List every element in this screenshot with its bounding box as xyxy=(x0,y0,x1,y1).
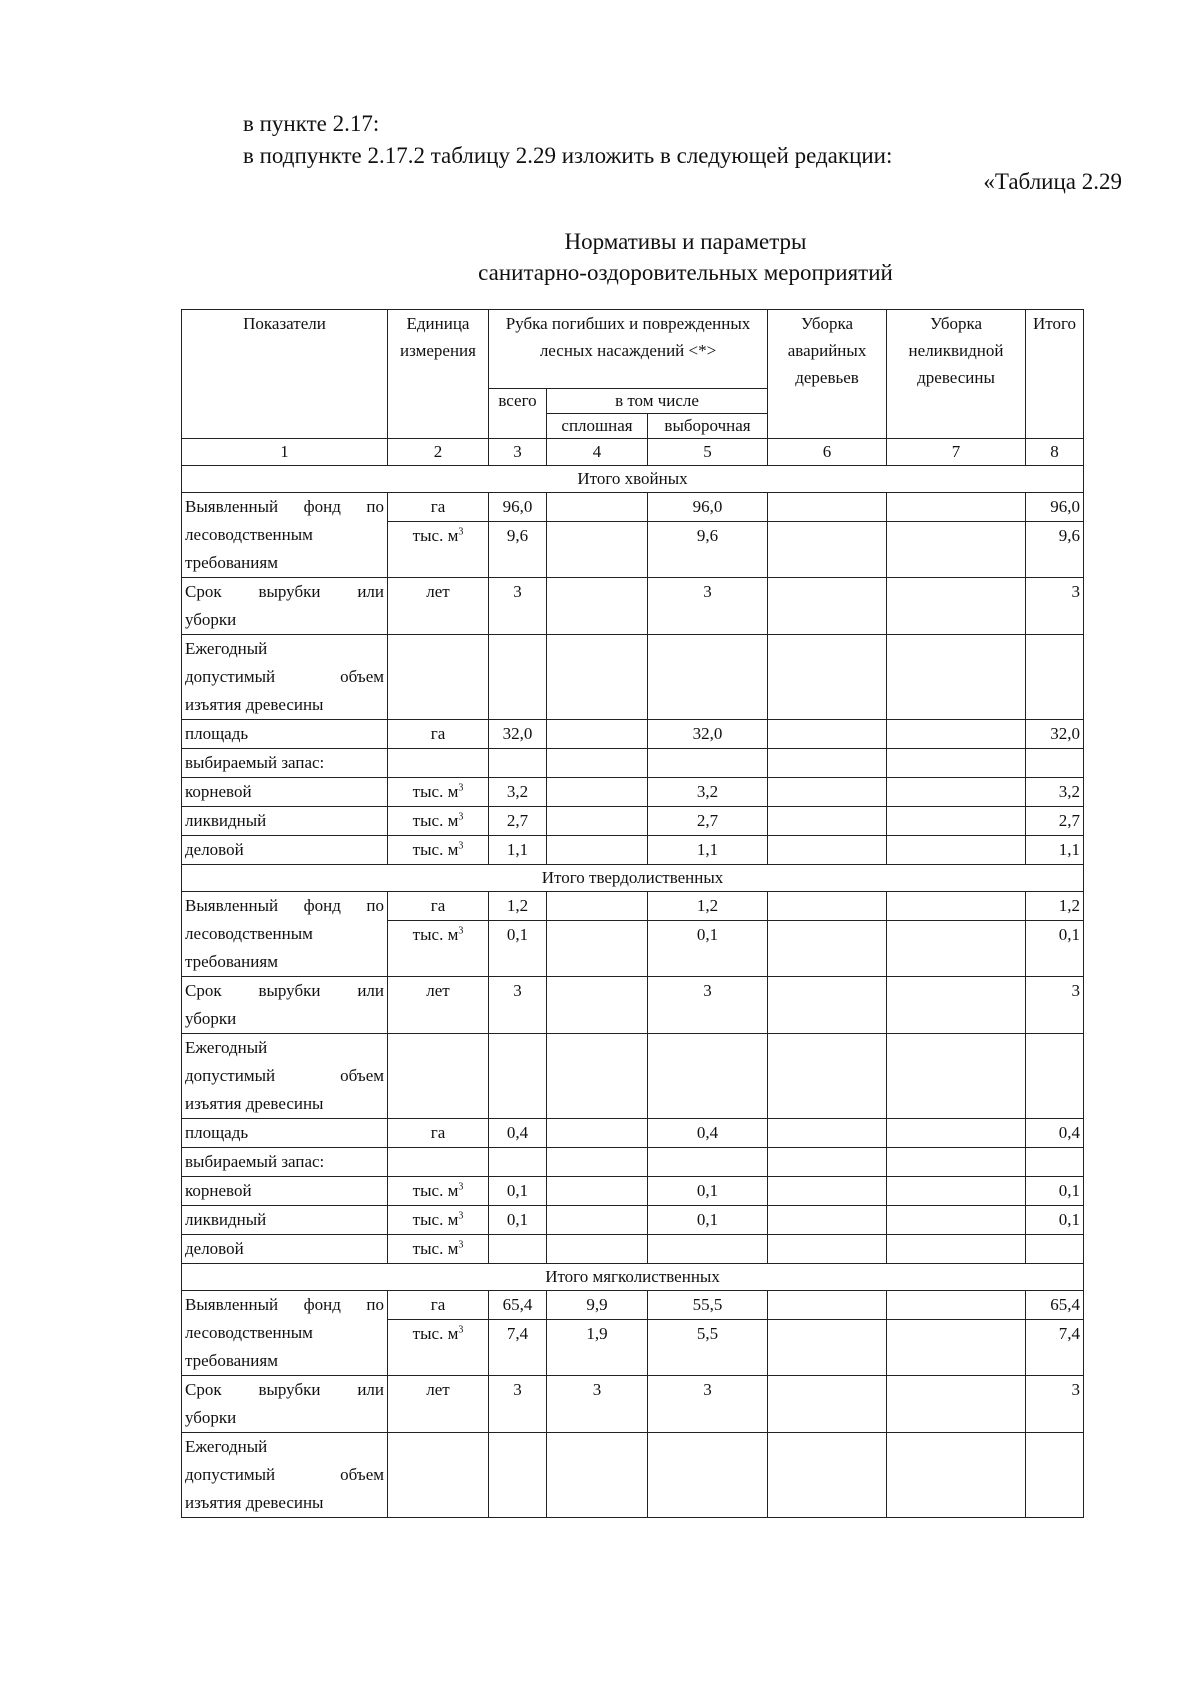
value-col-7 xyxy=(887,1148,1026,1177)
unit-thousand-m3 xyxy=(388,778,489,807)
indicator-root: корневой xyxy=(182,778,388,807)
term-line-2: уборки xyxy=(185,610,237,629)
value-col-6 xyxy=(768,1119,887,1148)
term-line-2: уборки xyxy=(185,1009,237,1028)
annual-line-1: Ежегодный xyxy=(185,639,268,658)
row-annual xyxy=(182,1433,1084,1518)
value-col-5: 0,1 xyxy=(648,1206,768,1235)
value-col-6 xyxy=(768,493,887,522)
norms-table xyxy=(181,309,1084,1518)
value-col-3: 3 xyxy=(489,1376,547,1433)
title-line-1: Нормативы и параметры xyxy=(564,229,807,254)
value-col-6 xyxy=(768,892,887,921)
unit-superscript: 3 xyxy=(458,782,464,794)
value-col-4: 9,9 xyxy=(547,1291,648,1320)
unit-years: лет xyxy=(388,1376,489,1433)
unit-thousand-m3 xyxy=(388,1177,489,1206)
annual-line-2 xyxy=(185,1062,384,1090)
header-selective: выборочная xyxy=(648,414,768,439)
value-col-3: 3 xyxy=(489,578,547,635)
indicator-root: корневой xyxy=(182,1177,388,1206)
unit-thousand-m3 xyxy=(388,807,489,836)
fund-line-1 xyxy=(185,892,384,920)
fund-word: фонд xyxy=(303,497,341,516)
unit-ha: га xyxy=(388,1291,489,1320)
annual-word: допустимый xyxy=(185,1465,276,1484)
value-col-7 xyxy=(887,635,1026,720)
row-root xyxy=(182,1177,1084,1206)
value-col-8 xyxy=(1026,1433,1084,1518)
row-fund-ha xyxy=(182,1291,1084,1320)
unit-text: тыс. м xyxy=(412,1181,459,1200)
value-col-4 xyxy=(547,778,648,807)
value-col-6 xyxy=(768,1320,887,1376)
value-col-5: 0,1 xyxy=(648,921,768,977)
unit-text: тыс. м xyxy=(412,782,459,801)
header-total-sub: всего xyxy=(489,389,547,439)
value-col-3: 0,1 xyxy=(489,1206,547,1235)
value-col-5 xyxy=(648,635,768,720)
row-fund-ha xyxy=(182,892,1084,921)
unit-thousand-m3 xyxy=(388,836,489,865)
value-col-7 xyxy=(887,522,1026,578)
unit-text: тыс. м xyxy=(412,811,459,830)
indicator-business: деловой xyxy=(182,1235,388,1264)
term-word: или xyxy=(357,981,384,1000)
value-col-7 xyxy=(887,1433,1026,1518)
value-col-7 xyxy=(887,1235,1026,1264)
unit-empty xyxy=(388,749,489,778)
annual-word: объем xyxy=(340,667,384,686)
unit-thousand-m3 xyxy=(388,1206,489,1235)
fund-line-2: лесоводственным xyxy=(185,525,313,544)
indicator-term xyxy=(182,1376,388,1433)
fund-word: Выявленный xyxy=(185,497,279,516)
header-nonliquid: Уборка неликвидной древесины xyxy=(887,310,1026,439)
column-numbers-row xyxy=(182,439,1084,466)
unit-superscript: 3 xyxy=(458,526,464,538)
indicator-annual xyxy=(182,635,388,720)
value-col-8 xyxy=(1026,1235,1084,1264)
term-word: Срок xyxy=(185,1380,222,1399)
annual-line-3: изъятия древесины xyxy=(185,695,324,714)
value-col-7 xyxy=(887,1177,1026,1206)
fund-word: Выявленный xyxy=(185,896,279,915)
indicator-fund xyxy=(182,892,388,977)
table-label: «Таблица 2.29 xyxy=(983,169,1122,194)
value-col-4 xyxy=(547,1148,648,1177)
fund-line-3: требованиям xyxy=(185,1351,278,1370)
value-col-8: 7,4 xyxy=(1026,1320,1084,1376)
value-col-8 xyxy=(1026,749,1084,778)
unit-text: тыс. м xyxy=(412,1210,459,1229)
term-word: вырубки xyxy=(258,981,321,1000)
unit-ha: га xyxy=(388,493,489,522)
indicator-stock: выбираемый запас: xyxy=(182,749,388,778)
value-col-6 xyxy=(768,1235,887,1264)
value-col-8: 3 xyxy=(1026,578,1084,635)
row-business xyxy=(182,1235,1084,1264)
section-title-row xyxy=(182,466,1084,493)
term-line-1 xyxy=(185,1376,384,1404)
value-col-3 xyxy=(489,1148,547,1177)
term-word: вырубки xyxy=(258,1380,321,1399)
value-col-5 xyxy=(648,749,768,778)
fund-word: по xyxy=(366,896,385,915)
col-num-8: 8 xyxy=(1026,439,1084,466)
fund-word: по xyxy=(366,1295,385,1314)
value-col-8: 0,4 xyxy=(1026,1119,1084,1148)
section-title: Итого хвойных xyxy=(182,466,1084,493)
value-col-8: 2,7 xyxy=(1026,807,1084,836)
row-term xyxy=(182,578,1084,635)
row-annual xyxy=(182,635,1084,720)
value-col-6 xyxy=(768,778,887,807)
value-col-7 xyxy=(887,749,1026,778)
row-business xyxy=(182,836,1084,865)
value-col-4 xyxy=(547,522,648,578)
value-col-3: 0,1 xyxy=(489,921,547,977)
term-word: или xyxy=(357,582,384,601)
value-col-5: 3 xyxy=(648,1376,768,1433)
value-col-6 xyxy=(768,720,887,749)
unit-superscript: 3 xyxy=(458,1239,464,1251)
value-col-7 xyxy=(887,1320,1026,1376)
value-col-3: 7,4 xyxy=(489,1320,547,1376)
value-col-7 xyxy=(887,1119,1026,1148)
value-col-7 xyxy=(887,778,1026,807)
value-col-3: 9,6 xyxy=(489,522,547,578)
section-title: Итого мягколиственных xyxy=(182,1264,1084,1291)
value-col-5 xyxy=(648,1034,768,1119)
value-col-8: 1,1 xyxy=(1026,836,1084,865)
value-col-5: 1,1 xyxy=(648,836,768,865)
row-root xyxy=(182,778,1084,807)
unit-thousand-m3 xyxy=(388,522,489,578)
row-area xyxy=(182,720,1084,749)
value-col-7 xyxy=(887,977,1026,1034)
term-line-2: уборки xyxy=(185,1408,237,1427)
indicator-fund xyxy=(182,493,388,578)
value-col-8 xyxy=(1026,1034,1084,1119)
unit-empty xyxy=(388,1433,489,1518)
unit-text: тыс. м xyxy=(412,526,459,545)
term-word: Срок xyxy=(185,981,222,1000)
value-col-4: 1,9 xyxy=(547,1320,648,1376)
value-col-3 xyxy=(489,1235,547,1264)
value-col-4 xyxy=(547,807,648,836)
value-col-4 xyxy=(547,892,648,921)
value-col-4 xyxy=(547,1206,648,1235)
value-col-6 xyxy=(768,1148,887,1177)
unit-empty xyxy=(388,1148,489,1177)
value-col-5: 3,2 xyxy=(648,778,768,807)
term-word: вырубки xyxy=(258,582,321,601)
value-col-3: 0,1 xyxy=(489,1177,547,1206)
value-col-4 xyxy=(547,635,648,720)
value-col-7 xyxy=(887,921,1026,977)
term-line-1 xyxy=(185,977,384,1005)
header-felling: Рубка погибших и поврежденных лесных насаждений <*> xyxy=(489,310,768,389)
value-col-6 xyxy=(768,1177,887,1206)
fund-line-2: лесоводственным xyxy=(185,1323,313,1342)
value-col-7 xyxy=(887,493,1026,522)
value-col-3: 32,0 xyxy=(489,720,547,749)
value-col-6 xyxy=(768,749,887,778)
value-col-4 xyxy=(547,977,648,1034)
indicator-term xyxy=(182,578,388,635)
col-num-5: 5 xyxy=(648,439,768,466)
value-col-3: 1,1 xyxy=(489,836,547,865)
table-title xyxy=(0,226,1200,288)
fund-line-1 xyxy=(185,493,384,521)
fund-word: Выявленный xyxy=(185,1295,279,1314)
unit-superscript: 3 xyxy=(458,1324,464,1336)
value-col-6 xyxy=(768,1034,887,1119)
annual-line-3: изъятия древесины xyxy=(185,1493,324,1512)
annual-line-1: Ежегодный xyxy=(185,1437,268,1456)
value-col-6 xyxy=(768,1376,887,1433)
indicator-stock: выбираемый запас: xyxy=(182,1148,388,1177)
value-col-5: 2,7 xyxy=(648,807,768,836)
value-col-3: 3,2 xyxy=(489,778,547,807)
unit-superscript: 3 xyxy=(458,925,464,937)
row-area xyxy=(182,1119,1084,1148)
value-col-5: 96,0 xyxy=(648,493,768,522)
value-col-8: 3,2 xyxy=(1026,778,1084,807)
unit-ha: га xyxy=(388,892,489,921)
header-including: в том числе xyxy=(547,389,768,414)
unit-text: тыс. м xyxy=(412,925,459,944)
row-liquid xyxy=(182,1206,1084,1235)
value-col-8: 9,6 xyxy=(1026,522,1084,578)
value-col-3 xyxy=(489,749,547,778)
value-col-4 xyxy=(547,1235,648,1264)
col-num-3: 3 xyxy=(489,439,547,466)
fund-line-1 xyxy=(185,1291,384,1319)
annual-word: допустимый xyxy=(185,1066,276,1085)
value-col-5 xyxy=(648,1235,768,1264)
intro-line-1: в пункте 2.17: xyxy=(243,111,380,136)
indicator-liquid: ликвидный xyxy=(182,1206,388,1235)
unit-thousand-m3 xyxy=(388,1320,489,1376)
value-col-4 xyxy=(547,578,648,635)
value-col-8: 3 xyxy=(1026,1376,1084,1433)
header-total: Итого xyxy=(1026,310,1084,439)
value-col-8 xyxy=(1026,635,1084,720)
value-col-6 xyxy=(768,1291,887,1320)
value-col-7 xyxy=(887,1376,1026,1433)
unit-thousand-m3 xyxy=(388,1235,489,1264)
value-col-6 xyxy=(768,921,887,977)
col-num-6: 6 xyxy=(768,439,887,466)
value-col-3 xyxy=(489,635,547,720)
section-title: Итого твердолиственных xyxy=(182,865,1084,892)
indicator-annual xyxy=(182,1034,388,1119)
term-word: или xyxy=(357,1380,384,1399)
value-col-3: 0,4 xyxy=(489,1119,547,1148)
value-col-5: 3 xyxy=(648,578,768,635)
value-col-3: 65,4 xyxy=(489,1291,547,1320)
value-col-4 xyxy=(547,1034,648,1119)
value-col-8: 65,4 xyxy=(1026,1291,1084,1320)
unit-years: лет xyxy=(388,977,489,1034)
header-indicators: Показатели xyxy=(182,310,388,439)
header-clear: сплошная xyxy=(547,414,648,439)
unit-ha: га xyxy=(388,720,489,749)
value-col-5: 55,5 xyxy=(648,1291,768,1320)
intro-line-2: в подпункте 2.17.2 таблицу 2.29 изложить в следующей редакции: xyxy=(243,143,893,168)
value-col-4 xyxy=(547,493,648,522)
value-col-6 xyxy=(768,836,887,865)
row-term xyxy=(182,1376,1084,1433)
value-col-6 xyxy=(768,807,887,836)
value-col-7 xyxy=(887,1291,1026,1320)
indicator-annual xyxy=(182,1433,388,1518)
row-stock xyxy=(182,1148,1084,1177)
section-title-row xyxy=(182,865,1084,892)
value-col-3 xyxy=(489,1034,547,1119)
col-num-7: 7 xyxy=(887,439,1026,466)
value-col-7 xyxy=(887,807,1026,836)
fund-word: фонд xyxy=(303,896,341,915)
value-col-3: 96,0 xyxy=(489,493,547,522)
value-col-4 xyxy=(547,1177,648,1206)
unit-text: тыс. м xyxy=(412,1239,459,1258)
value-col-3: 3 xyxy=(489,977,547,1034)
title-line-2: санитарно-оздоровительных мероприятий xyxy=(478,260,893,285)
value-col-7 xyxy=(887,1034,1026,1119)
row-term xyxy=(182,977,1084,1034)
col-num-1: 1 xyxy=(182,439,388,466)
value-col-5 xyxy=(648,1148,768,1177)
fund-line-3: требованиям xyxy=(185,553,278,572)
indicator-term xyxy=(182,977,388,1034)
value-col-6 xyxy=(768,1433,887,1518)
row-fund-ha xyxy=(182,493,1084,522)
value-col-8 xyxy=(1026,1148,1084,1177)
unit-ha: га xyxy=(388,1119,489,1148)
value-col-8: 0,1 xyxy=(1026,1177,1084,1206)
annual-line-1: Ежегодный xyxy=(185,1038,268,1057)
fund-line-3: требованиям xyxy=(185,952,278,971)
term-word: Срок xyxy=(185,582,222,601)
value-col-3: 1,2 xyxy=(489,892,547,921)
value-col-8: 3 xyxy=(1026,977,1084,1034)
intro-text xyxy=(243,108,892,172)
unit-superscript: 3 xyxy=(458,840,464,852)
unit-empty xyxy=(388,1034,489,1119)
value-col-3: 2,7 xyxy=(489,807,547,836)
value-col-4 xyxy=(547,720,648,749)
value-col-3 xyxy=(489,1433,547,1518)
term-line-1 xyxy=(185,578,384,606)
section-title-row xyxy=(182,1264,1084,1291)
annual-word: объем xyxy=(340,1066,384,1085)
indicator-area: площадь xyxy=(182,720,388,749)
value-col-7 xyxy=(887,836,1026,865)
unit-superscript: 3 xyxy=(458,811,464,823)
unit-superscript: 3 xyxy=(458,1210,464,1222)
annual-word: допустимый xyxy=(185,667,276,686)
value-col-6 xyxy=(768,977,887,1034)
value-col-4 xyxy=(547,749,648,778)
value-col-5: 0,4 xyxy=(648,1119,768,1148)
row-annual xyxy=(182,1034,1084,1119)
value-col-8: 0,1 xyxy=(1026,1206,1084,1235)
value-col-5: 0,1 xyxy=(648,1177,768,1206)
annual-line-2 xyxy=(185,663,384,691)
value-col-8: 32,0 xyxy=(1026,720,1084,749)
header-emergency: Уборка аварийных деревьев xyxy=(768,310,887,439)
value-col-4 xyxy=(547,1119,648,1148)
row-liquid xyxy=(182,807,1084,836)
col-num-2: 2 xyxy=(388,439,489,466)
value-col-7 xyxy=(887,1206,1026,1235)
header-unit: Единица измерения xyxy=(388,310,489,439)
fund-line-2: лесоводственным xyxy=(185,924,313,943)
value-col-4: 3 xyxy=(547,1376,648,1433)
unit-empty xyxy=(388,635,489,720)
annual-line-3: изъятия древесины xyxy=(185,1094,324,1113)
value-col-6 xyxy=(768,635,887,720)
indicator-business: деловой xyxy=(182,836,388,865)
value-col-8: 96,0 xyxy=(1026,493,1084,522)
value-col-7 xyxy=(887,892,1026,921)
row-stock xyxy=(182,749,1084,778)
unit-text: тыс. м xyxy=(412,840,459,859)
header-row-1 xyxy=(182,310,1084,389)
unit-thousand-m3 xyxy=(388,921,489,977)
value-col-5: 3 xyxy=(648,977,768,1034)
indicator-fund xyxy=(182,1291,388,1376)
value-col-5: 1,2 xyxy=(648,892,768,921)
value-col-7 xyxy=(887,720,1026,749)
fund-word: фонд xyxy=(303,1295,341,1314)
fund-word: по xyxy=(366,497,385,516)
unit-superscript: 3 xyxy=(458,1181,464,1193)
value-col-6 xyxy=(768,1206,887,1235)
value-col-5: 5,5 xyxy=(648,1320,768,1376)
annual-line-2 xyxy=(185,1461,384,1489)
value-col-5: 9,6 xyxy=(648,522,768,578)
value-col-8: 0,1 xyxy=(1026,921,1084,977)
indicator-area: площадь xyxy=(182,1119,388,1148)
value-col-5: 32,0 xyxy=(648,720,768,749)
unit-years: лет xyxy=(388,578,489,635)
value-col-4 xyxy=(547,921,648,977)
value-col-4 xyxy=(547,1433,648,1518)
annual-word: объем xyxy=(340,1465,384,1484)
value-col-4 xyxy=(547,836,648,865)
indicator-liquid: ликвидный xyxy=(182,807,388,836)
col-num-4: 4 xyxy=(547,439,648,466)
unit-text: тыс. м xyxy=(412,1324,459,1343)
value-col-7 xyxy=(887,578,1026,635)
value-col-8: 1,2 xyxy=(1026,892,1084,921)
value-col-6 xyxy=(768,522,887,578)
value-col-6 xyxy=(768,578,887,635)
value-col-5 xyxy=(648,1433,768,1518)
